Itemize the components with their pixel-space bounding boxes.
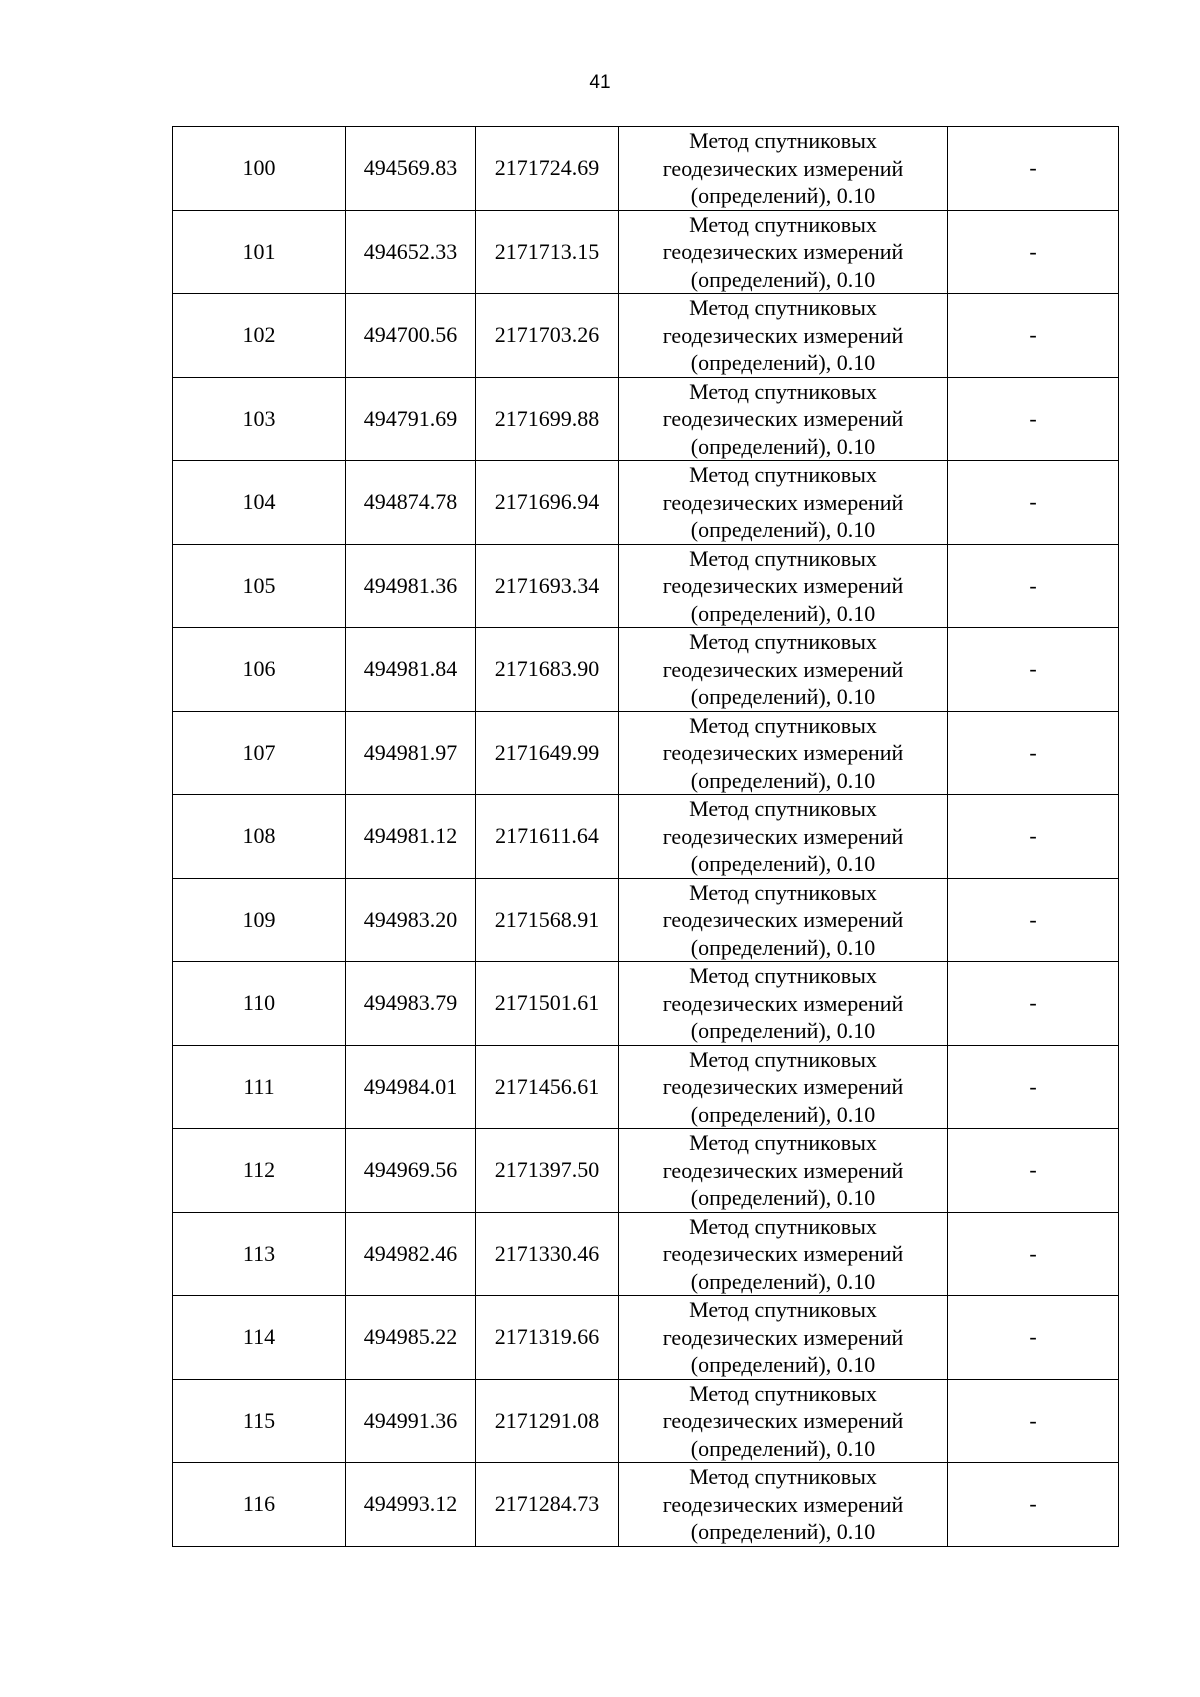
method-line-3: (определений), 0.10 bbox=[690, 1018, 876, 1043]
method-line-2: геодезических измерений bbox=[662, 155, 904, 181]
point-number-cell: 110 bbox=[173, 962, 346, 1046]
note-cell: - bbox=[948, 461, 1119, 545]
method-line-2: геодезических измерений bbox=[662, 1408, 904, 1433]
table-row bbox=[173, 1296, 1119, 1380]
x-coordinate-cell: 494984.01 bbox=[346, 1045, 476, 1129]
point-number-cell: 102 bbox=[173, 294, 346, 378]
method-line-1: Метод спутниковых bbox=[689, 211, 877, 237]
method-cell bbox=[619, 711, 948, 795]
method-line-2: геодезических измерений bbox=[662, 322, 904, 348]
method-line-1: Метод спутниковых bbox=[689, 879, 877, 905]
method-cell bbox=[619, 878, 948, 962]
method-line-2: геодезических измерений bbox=[662, 239, 904, 264]
page-number: 41 bbox=[589, 72, 611, 93]
point-number-cell: 114 bbox=[173, 1296, 346, 1380]
method-line-2: геодезических измерений bbox=[662, 1241, 904, 1266]
table-row bbox=[173, 461, 1119, 545]
method-cell bbox=[619, 795, 948, 879]
y-coordinate-cell: 2171724.69 bbox=[476, 127, 619, 211]
y-coordinate-cell: 2171703.26 bbox=[476, 294, 619, 378]
method-line-2: геодезических измерений bbox=[662, 990, 904, 1016]
note-cell: - bbox=[948, 962, 1119, 1046]
note-cell: - bbox=[948, 1296, 1119, 1380]
y-coordinate-cell: 2171397.50 bbox=[476, 1129, 619, 1213]
x-coordinate-cell: 494569.83 bbox=[346, 127, 476, 211]
table-row bbox=[173, 377, 1119, 461]
point-number-cell: 100 bbox=[173, 127, 346, 211]
table-row bbox=[173, 1045, 1119, 1129]
point-number-cell: 103 bbox=[173, 377, 346, 461]
method-line-1: Метод спутниковых bbox=[689, 1464, 877, 1489]
method-line-2: геодезических измерений bbox=[662, 740, 904, 765]
note-cell: - bbox=[948, 127, 1119, 211]
x-coordinate-cell: 494981.97 bbox=[346, 711, 476, 795]
method-line-2: геодезических измерений bbox=[662, 1491, 904, 1517]
method-line-2: геодезических измерений bbox=[662, 1324, 904, 1350]
table-row bbox=[173, 878, 1119, 962]
point-number-cell: 112 bbox=[173, 1129, 346, 1213]
y-coordinate-cell: 2171568.91 bbox=[476, 878, 619, 962]
method-line-1: Метод спутниковых bbox=[689, 128, 877, 153]
note-cell: - bbox=[948, 878, 1119, 962]
note-cell: - bbox=[948, 1463, 1119, 1547]
method-cell bbox=[619, 1045, 948, 1129]
point-number-cell: 104 bbox=[173, 461, 346, 545]
method-line-3: (определений), 0.10 bbox=[690, 600, 876, 626]
method-line-2: геодезических измерений bbox=[662, 656, 904, 682]
x-coordinate-cell: 494981.36 bbox=[346, 544, 476, 628]
y-coordinate-cell: 2171683.90 bbox=[476, 628, 619, 712]
method-cell bbox=[619, 1212, 948, 1296]
method-line-3: (определений), 0.10 bbox=[690, 433, 876, 459]
coordinates-table-body bbox=[173, 127, 1119, 1547]
method-line-1: Метод спутниковых bbox=[689, 629, 877, 654]
x-coordinate-cell: 494791.69 bbox=[346, 377, 476, 461]
method-cell bbox=[619, 1296, 948, 1380]
coordinates-table bbox=[172, 126, 1119, 1547]
method-line-1: Метод спутниковых bbox=[689, 378, 877, 404]
method-line-3: (определений), 0.10 bbox=[690, 183, 876, 208]
method-cell bbox=[619, 294, 948, 378]
note-cell: - bbox=[948, 1045, 1119, 1129]
method-line-3: (определений), 0.10 bbox=[690, 266, 876, 292]
method-line-3: (определений), 0.10 bbox=[690, 767, 876, 793]
table-row bbox=[173, 962, 1119, 1046]
table-row bbox=[173, 1129, 1119, 1213]
note-cell: - bbox=[948, 210, 1119, 294]
method-line-3: (определений), 0.10 bbox=[690, 517, 876, 542]
table-row bbox=[173, 711, 1119, 795]
method-line-1: Метод спутниковых bbox=[689, 1130, 877, 1155]
y-coordinate-cell: 2171319.66 bbox=[476, 1296, 619, 1380]
method-cell bbox=[619, 962, 948, 1046]
table-row bbox=[173, 294, 1119, 378]
x-coordinate-cell: 494985.22 bbox=[346, 1296, 476, 1380]
method-line-1: Метод спутниковых bbox=[689, 963, 877, 988]
point-number-cell: 107 bbox=[173, 711, 346, 795]
point-number-cell: 115 bbox=[173, 1379, 346, 1463]
method-line-1: Метод спутниковых bbox=[689, 796, 877, 821]
method-line-1: Метод спутниковых bbox=[689, 1046, 877, 1072]
note-cell: - bbox=[948, 711, 1119, 795]
method-line-1: Метод спутниковых bbox=[689, 1297, 877, 1322]
method-line-3: (определений), 0.10 bbox=[690, 1435, 876, 1461]
y-coordinate-cell: 2171649.99 bbox=[476, 711, 619, 795]
method-cell bbox=[619, 127, 948, 211]
method-line-1: Метод спутниковых bbox=[689, 1380, 877, 1406]
point-number-cell: 109 bbox=[173, 878, 346, 962]
x-coordinate-cell: 494700.56 bbox=[346, 294, 476, 378]
y-coordinate-cell: 2171501.61 bbox=[476, 962, 619, 1046]
point-number-cell: 101 bbox=[173, 210, 346, 294]
x-coordinate-cell: 494969.56 bbox=[346, 1129, 476, 1213]
method-line-2: геодезических измерений bbox=[662, 489, 904, 515]
y-coordinate-cell: 2171693.34 bbox=[476, 544, 619, 628]
y-coordinate-cell: 2171330.46 bbox=[476, 1212, 619, 1296]
y-coordinate-cell: 2171696.94 bbox=[476, 461, 619, 545]
x-coordinate-cell: 494652.33 bbox=[346, 210, 476, 294]
note-cell: - bbox=[948, 1379, 1119, 1463]
y-coordinate-cell: 2171713.15 bbox=[476, 210, 619, 294]
method-line-3: (определений), 0.10 bbox=[690, 350, 876, 375]
note-cell: - bbox=[948, 795, 1119, 879]
x-coordinate-cell: 494983.79 bbox=[346, 962, 476, 1046]
method-cell bbox=[619, 461, 948, 545]
method-line-2: геодезических измерений bbox=[662, 1074, 904, 1099]
method-line-3: (определений), 0.10 bbox=[690, 934, 876, 960]
method-cell bbox=[619, 377, 948, 461]
method-cell bbox=[619, 210, 948, 294]
method-cell bbox=[619, 544, 948, 628]
method-line-1: Метод спутниковых bbox=[689, 295, 877, 320]
method-line-2: геодезических измерений bbox=[662, 573, 904, 598]
table-row bbox=[173, 127, 1119, 211]
method-line-2: геодезических измерений bbox=[662, 1157, 904, 1183]
method-line-3: (определений), 0.10 bbox=[690, 1268, 876, 1294]
method-line-2: геодезических измерений bbox=[662, 406, 904, 431]
y-coordinate-cell: 2171611.64 bbox=[476, 795, 619, 879]
method-cell bbox=[619, 628, 948, 712]
table-row bbox=[173, 795, 1119, 879]
table-row bbox=[173, 210, 1119, 294]
note-cell: - bbox=[948, 544, 1119, 628]
point-number-cell: 106 bbox=[173, 628, 346, 712]
method-line-1: Метод спутниковых bbox=[689, 1213, 877, 1239]
point-number-cell: 113 bbox=[173, 1212, 346, 1296]
table-row bbox=[173, 1379, 1119, 1463]
point-number-cell: 105 bbox=[173, 544, 346, 628]
method-line-3: (определений), 0.10 bbox=[690, 1101, 876, 1127]
method-line-3: (определений), 0.10 bbox=[690, 1519, 876, 1544]
note-cell: - bbox=[948, 1129, 1119, 1213]
method-line-1: Метод спутниковых bbox=[689, 712, 877, 738]
x-coordinate-cell: 494991.36 bbox=[346, 1379, 476, 1463]
point-number-cell: 111 bbox=[173, 1045, 346, 1129]
y-coordinate-cell: 2171284.73 bbox=[476, 1463, 619, 1547]
x-coordinate-cell: 494993.12 bbox=[346, 1463, 476, 1547]
x-coordinate-cell: 494874.78 bbox=[346, 461, 476, 545]
method-cell bbox=[619, 1129, 948, 1213]
method-line-2: геодезических измерений bbox=[662, 907, 904, 932]
table-row bbox=[173, 1212, 1119, 1296]
method-line-3: (определений), 0.10 bbox=[690, 851, 876, 876]
y-coordinate-cell: 2171456.61 bbox=[476, 1045, 619, 1129]
x-coordinate-cell: 494981.84 bbox=[346, 628, 476, 712]
method-cell bbox=[619, 1379, 948, 1463]
point-number-cell: 116 bbox=[173, 1463, 346, 1547]
point-number-cell: 108 bbox=[173, 795, 346, 879]
method-line-3: (определений), 0.10 bbox=[690, 1352, 876, 1377]
method-line-3: (определений), 0.10 bbox=[690, 1185, 876, 1210]
note-cell: - bbox=[948, 628, 1119, 712]
note-cell: - bbox=[948, 377, 1119, 461]
y-coordinate-cell: 2171699.88 bbox=[476, 377, 619, 461]
table-row bbox=[173, 1463, 1119, 1547]
x-coordinate-cell: 494983.20 bbox=[346, 878, 476, 962]
table-row bbox=[173, 544, 1119, 628]
method-line-2: геодезических измерений bbox=[662, 823, 904, 849]
note-cell: - bbox=[948, 1212, 1119, 1296]
x-coordinate-cell: 494982.46 bbox=[346, 1212, 476, 1296]
method-line-1: Метод спутниковых bbox=[689, 545, 877, 571]
table-row bbox=[173, 628, 1119, 712]
method-line-1: Метод спутниковых bbox=[689, 462, 877, 487]
note-cell: - bbox=[948, 294, 1119, 378]
y-coordinate-cell: 2171291.08 bbox=[476, 1379, 619, 1463]
method-cell bbox=[619, 1463, 948, 1547]
x-coordinate-cell: 494981.12 bbox=[346, 795, 476, 879]
method-line-3: (определений), 0.10 bbox=[690, 684, 876, 709]
